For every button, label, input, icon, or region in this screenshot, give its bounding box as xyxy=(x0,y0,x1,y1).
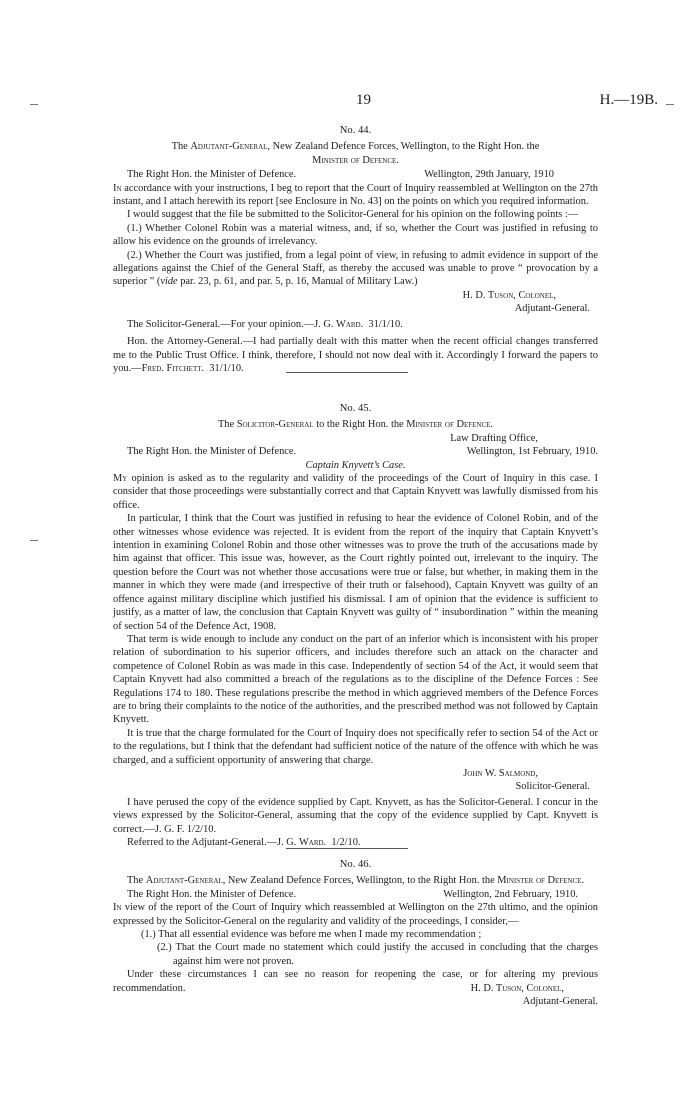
list-item: (1.) Whether Colonel Robin was a material witness, and, if so, whether the Court was justified in refusing to allow his evidence on the grounds of irrelevancy. xyxy=(113,222,598,248)
paragraph: My opinion is asked as to the regularity and validity of the proceedings of the Court of Inquiry in this case. I consider that those proceedings were substantially correct and that Captain Knyvett was lawfully dismissed from his office. xyxy=(113,473,598,511)
case-title: Captain Knyvett’s Case. xyxy=(305,459,406,471)
section-divider xyxy=(286,848,408,849)
signature-title: Solicitor-General. xyxy=(515,781,590,793)
place-date: Wellington, 2nd February, 1910. xyxy=(443,888,578,900)
address-line xyxy=(113,888,598,901)
paragraph: In accordance with your instructions, I beg to report that the Court of Inquiry reassembled at Wellington on the 27th instant, and I attach herewith its report [see Enclosure in No. 43] on the points on which you required information. xyxy=(113,182,598,208)
margin-mark xyxy=(666,104,674,105)
letter-heading: The Adjutant-General, New Zealand Defence Forces, Wellington, to the Right Hon. the Minister of Defence. xyxy=(126,875,585,887)
letter-no-45 xyxy=(113,402,598,849)
addressee: The Right Hon. the Minister of Defence. xyxy=(127,169,297,181)
office-line: Law Drafting Office, xyxy=(450,432,538,444)
letter-number: No. 44. xyxy=(339,125,372,136)
minute: I have perused the copy of the evidence supplied by Capt. Knyvett, as has the Solicitor-General. I concur in the views expressed by the Solicitor-General, assuming that the copy of the evidence supplied by Capt. Knyvett is correct.—J. G. F. 1/2/10. xyxy=(113,796,598,835)
list-item: (2.) That the Court made no statement which could justify the accused in concluding that the charges against him were not proven. xyxy=(157,942,598,967)
addressee: The Right Hon. the Minister of Defence. xyxy=(127,888,297,900)
paragraph: I would suggest that the file be submitted to the Solicitor-General for his opinion on the following points :— xyxy=(127,209,579,221)
place-date: Wellington, 1st February, 1910. xyxy=(466,446,598,458)
signature-title: Adjutant-General. xyxy=(522,996,598,1008)
address-line xyxy=(113,445,598,458)
signature-name: H. D. Tuson, Colonel, xyxy=(462,289,556,301)
letter-no-44 xyxy=(113,124,598,375)
minute: Referred to the Adjutant-General.—J. G. Ward. 1/2/10. xyxy=(127,837,361,848)
list-item: (1.) That all essential evidence was before me when I made my recommendation ; xyxy=(141,929,482,941)
minute: Hon. the Attorney-General.—I had partially dealt with this matter when the recent official changes transferred me to the Public Trust Office. I think, therefore, I should not now deal with it. Accordingly I forward the papers to you.—Fred. Fitchett. 31/1/10. xyxy=(113,336,598,374)
letter-heading: The Adjutant-General, New Zealand Defence Forces, Wellington, to the Right Hon. the Minister of Defence. xyxy=(171,141,540,166)
letter-number: No. 46. xyxy=(339,859,372,870)
letter-no-46 xyxy=(113,858,598,1009)
margin-mark xyxy=(30,104,38,105)
minute: The Solicitor-General.—For your opinion.—J. G. Ward. 31/1/10. xyxy=(127,318,403,330)
paragraph: Under these circumstances I can see no reason for reopening the case, or for altering my previous recommendation. xyxy=(113,969,598,994)
letter-heading: The Solicitor-General to the Right Hon. the Minister of Defence. xyxy=(217,419,494,431)
paragraph: It is true that the charge formulated for the Court of Inquiry does not specifically refer to section 54 of the Act or to the regulations, but I think that the defendant had sufficient notice of the nature of the offence with which he was charged, and a sufficient opportunity of answering that charge. xyxy=(113,727,598,766)
list-item: (2.) Whether the Court was justified, from a legal point of view, in refusing to admit evidence in support of the allegations against the Chief of the General Staff, as thereby the accused was unable to prove “ provocation by a superior ” (vide par. 23, p. 61, and par. 5, p. 16, Manual of Military Law.) xyxy=(113,249,598,288)
letter-number: No. 45. xyxy=(339,403,372,414)
paragraph: In particular, I think that the Court was justified in refusing to hear the evidence of Colonel Robin, and of the other witnesses whose evidence was rejected. It is evident from the report of the inquiry that Captain Knyvett’s intention in examining Colonel Robin and those other witnesses was to prove the truth of the accusations made by him against that officer. This issue was, however, as the Court rightly pointed out, irrelevant to the inquiry. The question before the Court was not whether those accusations were true or false, but whether, in making them in the manner in which they were made (and irrespective of their truth or falsehood), Captain Knyvett was guilty of an offence against military discipline which justified his dismissal. I am of opinion that the evidence is sufficient to justify, as a matter of law, the conclusion that Captain Knyvett was guilty of “ insubordination ” within the meaning of section 54 of the Defence Act, 1908. xyxy=(113,513,598,632)
address-line xyxy=(113,168,598,181)
margin-mark xyxy=(30,540,38,541)
signature-title: Adjutant-General. xyxy=(514,303,590,315)
section-divider xyxy=(286,372,408,373)
signature-name: H. D. Tuson, Colonel, xyxy=(470,983,564,995)
place-date: Wellington, 29th January, 1910 xyxy=(424,169,554,181)
paragraph: In view of the report of the Court of Inquiry which reassembled at Wellington on the 27th ultimo, and the opinion expressed by the Solicitor-General on the regularity and validity of the proceedings, I consider,— xyxy=(113,902,598,927)
addressee: The Right Hon. the Minister of Defence. xyxy=(127,446,297,458)
signature-name: John W. Salmond, xyxy=(463,767,538,779)
page-number: 19 xyxy=(356,92,371,108)
paragraph: That term is wide enough to include any conduct on the part of an inferior which is inconsistent with his proper relation of subordination to his superior officers, and includes therefore such an attack on the character and competence of Colonel Robin as was made in this case. Independently of section 54 of the Act, it would seem that Captain Knyvett had also committed a breach of the regulations as to the discipline of the Defence Forces : See Regulations 174 to 180. These regulations prescribe the method in which aggrieved members of the Defence Forces are to bring their complaints to the notice of the authorities, and the prescribed method was not followed by Captain Knyvett. xyxy=(113,633,598,726)
document-reference: H.—19B. xyxy=(599,92,658,108)
